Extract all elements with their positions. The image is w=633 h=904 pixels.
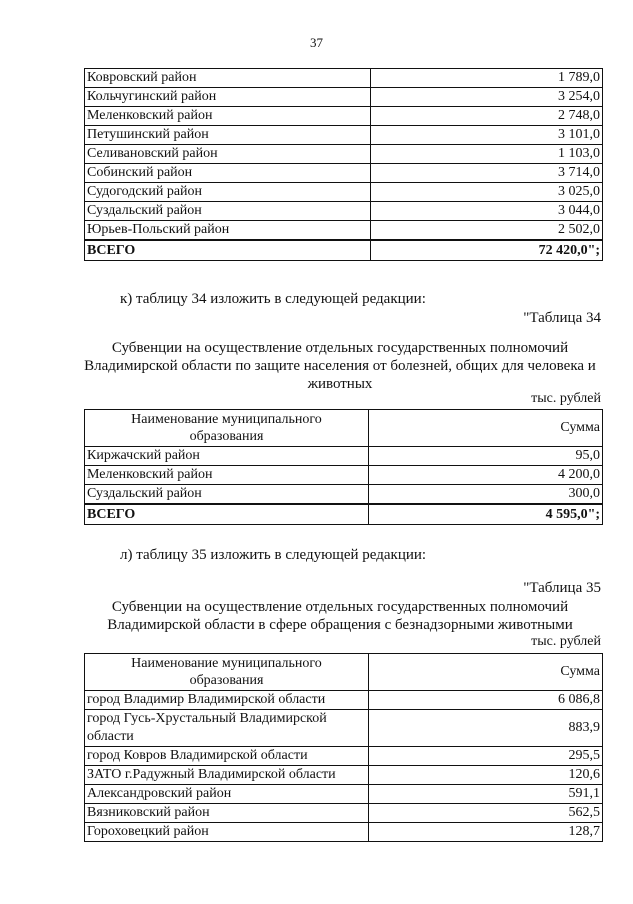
table-row bbox=[85, 221, 603, 241]
district-name: Ковровский район bbox=[85, 69, 371, 88]
district-value: 3 025,0 bbox=[371, 183, 603, 202]
header-name: Наименование муниципального образования bbox=[85, 654, 369, 691]
total-value: 4 595,0"; bbox=[369, 504, 603, 525]
total-label: ВСЕГО bbox=[85, 240, 371, 261]
unit-label: тыс. рублей bbox=[531, 634, 601, 649]
table-35-label: "Таблица 35 bbox=[523, 580, 601, 596]
districts-table-top bbox=[84, 68, 603, 261]
district-name: Меленковский район bbox=[85, 466, 369, 485]
district-name: Собинский район bbox=[85, 164, 371, 183]
district-name: Киржачский район bbox=[85, 447, 369, 466]
municipality-name: город Гусь-Хрустальный Владимирской области bbox=[85, 710, 369, 747]
total-row bbox=[85, 240, 603, 261]
municipality-name: ЗАТО г.Радужный Владимирской области bbox=[85, 766, 369, 785]
table-row bbox=[85, 107, 603, 126]
district-value: 4 200,0 bbox=[369, 466, 603, 485]
municipality-value: 562,5 bbox=[369, 804, 603, 823]
table-row bbox=[85, 183, 603, 202]
header-row bbox=[85, 410, 603, 447]
district-value: 2 502,0 bbox=[371, 221, 603, 241]
district-value: 1 103,0 bbox=[371, 145, 603, 164]
title-line: Владимирской области по защите населения от болезней, общих для человека и bbox=[84, 358, 596, 374]
municipality-name: Гороховецкий район bbox=[85, 823, 369, 842]
district-value: 300,0 bbox=[369, 485, 603, 505]
table-row bbox=[85, 466, 603, 485]
district-name: Судогодский район bbox=[85, 183, 371, 202]
total-row bbox=[85, 504, 603, 525]
table-row bbox=[85, 164, 603, 183]
district-name: Суздальский район bbox=[85, 202, 371, 221]
district-value: 3 254,0 bbox=[371, 88, 603, 107]
municipality-name: город Ковров Владимирской области bbox=[85, 747, 369, 766]
title-line: Субвенции на осуществление отдельных государственных полномочий bbox=[111, 599, 569, 615]
municipality-name: Александровский район bbox=[85, 785, 369, 804]
table-row bbox=[85, 691, 603, 710]
table-row bbox=[85, 69, 603, 88]
table-35-title bbox=[60, 598, 620, 634]
municipality-value: 120,6 bbox=[369, 766, 603, 785]
table-row bbox=[85, 447, 603, 466]
table-row bbox=[85, 88, 603, 107]
district-name: Петушинский район bbox=[85, 126, 371, 145]
table-row bbox=[85, 202, 603, 221]
district-name: Юрьев-Польский район bbox=[85, 221, 371, 241]
table-row bbox=[85, 785, 603, 804]
total-label: ВСЕГО bbox=[85, 504, 369, 525]
district-value: 1 789,0 bbox=[371, 69, 603, 88]
instruction-l: л) таблицу 35 изложить в следующей редакции: bbox=[120, 547, 427, 563]
district-value: 2 748,0 bbox=[371, 107, 603, 126]
district-value: 3 044,0 bbox=[371, 202, 603, 221]
table-34-title bbox=[60, 339, 620, 393]
table-row bbox=[85, 145, 603, 164]
district-name: Селивановский район bbox=[85, 145, 371, 164]
district-name: Кольчугинский район bbox=[85, 88, 371, 107]
district-name: Меленковский район bbox=[85, 107, 371, 126]
table-row bbox=[85, 823, 603, 842]
table-row bbox=[85, 126, 603, 145]
table-35 bbox=[84, 653, 603, 842]
header-row bbox=[85, 654, 603, 691]
district-name: Суздальский район bbox=[85, 485, 369, 505]
title-line: Владимирской области в сфере обращения с безнадзорными животными bbox=[107, 617, 573, 633]
table-row bbox=[85, 804, 603, 823]
municipality-value: 295,5 bbox=[369, 747, 603, 766]
district-value: 3 101,0 bbox=[371, 126, 603, 145]
district-value: 95,0 bbox=[369, 447, 603, 466]
header-name: Наименование муниципального образования bbox=[85, 410, 369, 447]
table-row bbox=[85, 485, 603, 505]
municipality-value: 591,1 bbox=[369, 785, 603, 804]
municipality-name: Вязниковский район bbox=[85, 804, 369, 823]
district-value: 3 714,0 bbox=[371, 164, 603, 183]
header-sum: Сумма bbox=[369, 654, 603, 691]
page-number: 37 bbox=[310, 35, 323, 50]
municipality-value: 6 086,8 bbox=[369, 691, 603, 710]
municipality-value: 883,9 bbox=[369, 710, 603, 747]
table-row bbox=[85, 747, 603, 766]
total-value: 72 420,0"; bbox=[371, 240, 603, 261]
table-row bbox=[85, 710, 603, 747]
title-line: животных bbox=[307, 376, 373, 392]
municipality-value: 128,7 bbox=[369, 823, 603, 842]
title-line: Субвенции на осуществление отдельных государственных полномочий bbox=[111, 340, 569, 356]
municipality-name: город Владимир Владимирской области bbox=[85, 691, 369, 710]
table-34-label: "Таблица 34 bbox=[523, 310, 601, 326]
instruction-k: к) таблицу 34 изложить в следующей редакции: bbox=[120, 291, 426, 307]
table-row bbox=[85, 766, 603, 785]
header-sum: Сумма bbox=[369, 410, 603, 447]
table-34 bbox=[84, 409, 603, 525]
unit-label: тыс. рублей bbox=[531, 391, 601, 406]
